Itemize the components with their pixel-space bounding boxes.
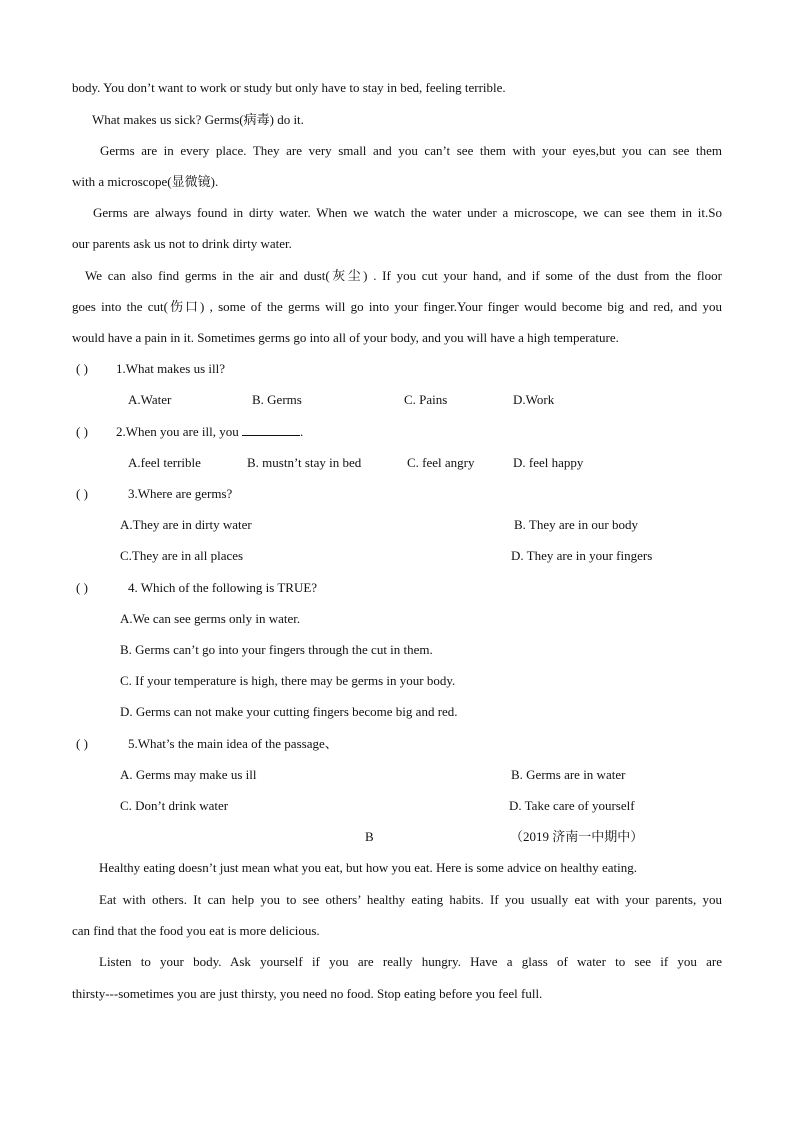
option-b[interactable]: B. Germs: [252, 392, 302, 407]
answer-blank-paren[interactable]: ( ): [76, 486, 88, 501]
question-stem: [116, 424, 303, 440]
passage-a-line: with a microscope(显微镜).: [72, 174, 219, 189]
option-c[interactable]: C.They are in all places: [120, 548, 244, 563]
answer-blank-paren[interactable]: ( ): [76, 736, 88, 751]
question-stem-text: 2.When you are ill, you: [116, 424, 242, 439]
option-a[interactable]: A.Water: [128, 392, 172, 407]
option-d[interactable]: D. feel happy: [513, 455, 584, 470]
option-b[interactable]: B. They are in our body: [514, 517, 638, 532]
passage-b-line: thirsty---sometimes you are just thirsty, you need no food. Stop eating before you feel full.: [72, 986, 543, 1001]
option-a[interactable]: A.We can see germs only in water.: [120, 611, 301, 626]
passage-a-line: body. You don’t want to work or study but only have to stay in bed, feeling terrible.: [72, 80, 506, 95]
answer-blank-paren[interactable]: ( ): [76, 424, 88, 439]
passage-a-line: our parents ask us not to drink dirty water.: [72, 236, 292, 251]
passage-a-line: would have a pain in it. Sometimes germs go into all of your body, and you will have a high temperature.: [72, 330, 619, 345]
option-c[interactable]: C. feel angry: [407, 455, 475, 470]
fill-in-blank[interactable]: [242, 424, 300, 436]
passage-b-line: Listen to your body. Ask yourself if you are really hungry. Have a glass of water to see if you are: [99, 954, 722, 969]
passage-b-line: Eat with others. It can help you to see others’ healthy eating habits. If you usually eat with your parents, you: [99, 892, 722, 907]
section-source: （2019 济南一中期中）: [510, 829, 644, 844]
question-stem: 5.What’s the main idea of the passage、: [128, 736, 338, 751]
option-d[interactable]: D. They are in your fingers: [511, 548, 653, 563]
question-stem: 1.What makes us ill?: [116, 361, 226, 376]
option-a[interactable]: A.feel terrible: [128, 455, 201, 470]
question-stem: 3.Where are germs?: [128, 486, 233, 501]
option-a[interactable]: A.They are in dirty water: [120, 517, 252, 532]
option-d[interactable]: D. Germs can not make your cutting fingers become big and red.: [120, 704, 458, 719]
passage-a-line: Germs are always found in dirty water. When we watch the water under a microscope, we can see them in it.So: [93, 205, 722, 220]
option-b[interactable]: B. mustn’t stay in bed: [247, 455, 362, 470]
option-a[interactable]: A. Germs may make us ill: [120, 767, 257, 782]
option-b[interactable]: B. Germs are in water: [511, 767, 626, 782]
passage-a-line: Germs are in every place. They are very small and you can’t see them with your eyes,but you can see them: [100, 143, 722, 158]
option-d[interactable]: D.Work: [513, 392, 555, 407]
option-c[interactable]: C. Pains: [404, 392, 448, 407]
passage-a-line: We can also find germs in the air and dust(灰尘) . If you cut your hand, and if some of the dust from the floor: [85, 268, 722, 283]
option-b[interactable]: B. Germs can’t go into your fingers through the cut in them.: [120, 642, 433, 657]
question-stem-end: .: [300, 424, 304, 439]
option-c[interactable]: C. Don’t drink water: [120, 798, 229, 813]
question-stem: 4. Which of the following is TRUE?: [128, 580, 318, 595]
passage-a-question-line: What makes us sick? Germs(病毒) do it.: [92, 112, 304, 127]
section-letter: B: [365, 829, 374, 844]
passage-b-line: Healthy eating doesn’t just mean what you eat, but how you eat. Here is some advice on healthy eating.: [99, 860, 638, 875]
answer-blank-paren[interactable]: ( ): [76, 361, 88, 376]
answer-blank-paren[interactable]: ( ): [76, 580, 88, 595]
option-c[interactable]: C. If your temperature is high, there may be germs in your body.: [120, 673, 456, 688]
option-d[interactable]: D. Take care of yourself: [509, 798, 635, 813]
passage-a-line: goes into the cut(伤口) , some of the germs will go into your finger.Your finger would become big and red, and you: [72, 299, 722, 314]
passage-b-line: can find that the food you eat is more delicious.: [72, 923, 320, 938]
